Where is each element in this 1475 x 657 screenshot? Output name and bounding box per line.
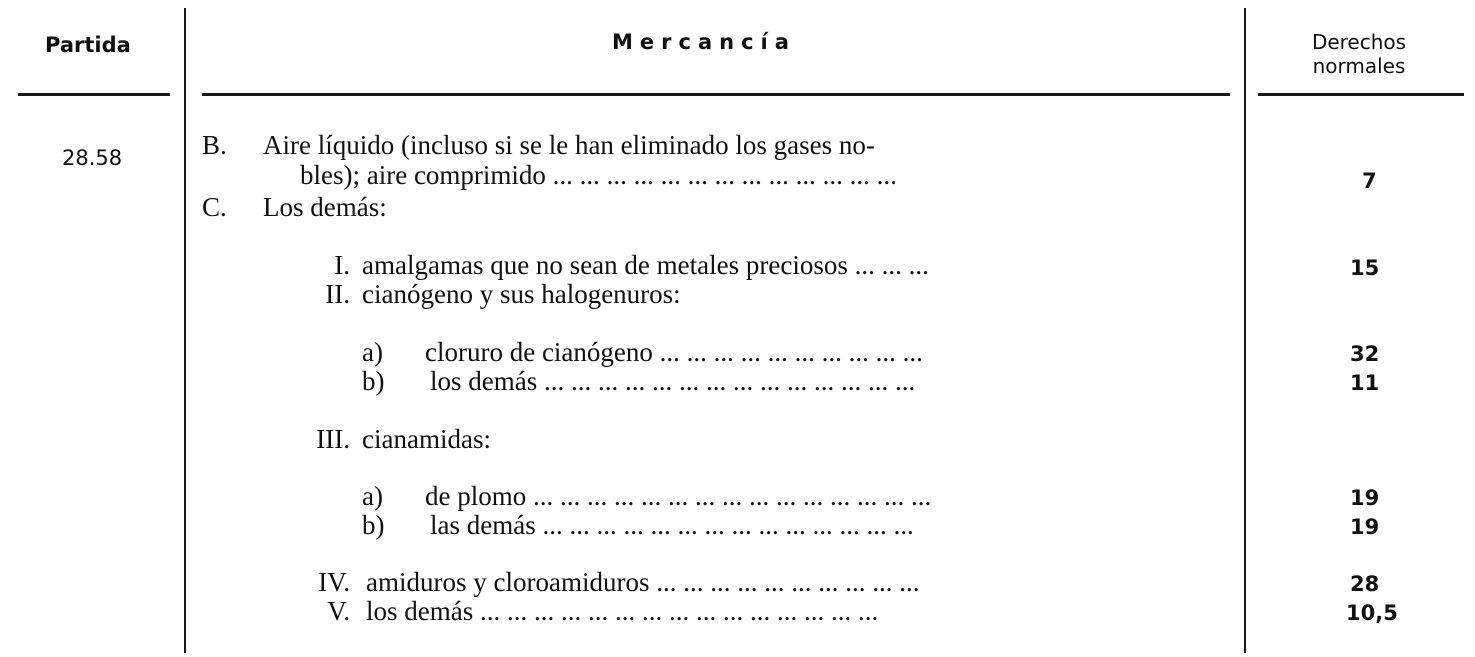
row-value-b: 7 bbox=[1362, 169, 1377, 193]
row-text-c: Los demás: bbox=[263, 192, 387, 222]
row-text-i: amalgamas que no sean de metales preciosos ... ... ... bbox=[362, 250, 929, 280]
row-marker-ii-a: a) bbox=[362, 337, 383, 367]
header-partida: Partida bbox=[45, 33, 131, 57]
row-text-iv: amiduros y cloroamiduros ... ... ... ... ... ... ... ... ... ... bbox=[366, 567, 920, 597]
row-marker-ii-b: b) bbox=[362, 366, 385, 396]
row-value-ii-b: 11 bbox=[1350, 371, 1380, 395]
row-value-ii-a: 32 bbox=[1350, 342, 1380, 366]
header-derechos-line2: normales bbox=[1312, 54, 1406, 78]
column-divider-left bbox=[184, 8, 186, 653]
header-derechos-line1: Derechos bbox=[1311, 30, 1407, 54]
header-rule-center bbox=[202, 93, 1230, 96]
row-marker-i: I. bbox=[334, 250, 350, 280]
row-text-b-line2: bles); aire comprimido ... ... ... ... ... ... ... ... ... ... ... ... ... bbox=[300, 160, 897, 190]
row-marker-iii: III. bbox=[316, 424, 350, 454]
row-marker-iv: IV. bbox=[318, 567, 350, 597]
row-marker-b: B. bbox=[202, 130, 227, 160]
row-text-iii-a: de plomo ... ... ... ... ... ... ... ... ... ... ... ... ... ... ... bbox=[425, 481, 932, 511]
row-value-iv: 28 bbox=[1350, 572, 1380, 596]
column-divider-right bbox=[1244, 8, 1246, 653]
row-marker-c: C. bbox=[202, 192, 227, 222]
header-rule-right bbox=[1258, 93, 1464, 96]
row-text-iii-b: las demás ... ... ... ... ... ... ... ... ... ... ... ... ... ... bbox=[430, 510, 914, 540]
header-mercancia: Mercancía bbox=[612, 30, 796, 54]
row-text-v: los demás ... ... ... ... ... ... ... ... ... ... ... ... ... ... ... bbox=[366, 596, 879, 626]
header-rule-left bbox=[18, 93, 170, 96]
row-text-ii-a: cloruro de cianógeno ... ... ... ... ... ... ... ... ... ... bbox=[425, 337, 923, 367]
row-value-iii-a: 19 bbox=[1350, 486, 1380, 510]
row-marker-iii-a: a) bbox=[362, 481, 383, 511]
row-value-i: 15 bbox=[1350, 256, 1380, 280]
partida-code: 28.58 bbox=[62, 146, 123, 170]
row-marker-iii-b: b) bbox=[362, 510, 385, 540]
row-text-iii: cianamidas: bbox=[362, 424, 491, 454]
row-value-v: 10,5 bbox=[1346, 601, 1398, 625]
row-text-ii: cianógeno y sus halogenuros: bbox=[362, 279, 681, 309]
row-marker-ii: II. bbox=[325, 279, 350, 309]
row-text-ii-b: los demás ... ... ... ... ... ... ... ... ... ... ... ... ... ... bbox=[430, 366, 916, 396]
row-value-iii-b: 19 bbox=[1350, 515, 1380, 539]
header-derechos bbox=[1298, 30, 1420, 78]
row-marker-v: V. bbox=[327, 596, 350, 626]
row-text-b-line1: Aire líquido (incluso si se le han eliminado los gases no- bbox=[263, 130, 875, 160]
